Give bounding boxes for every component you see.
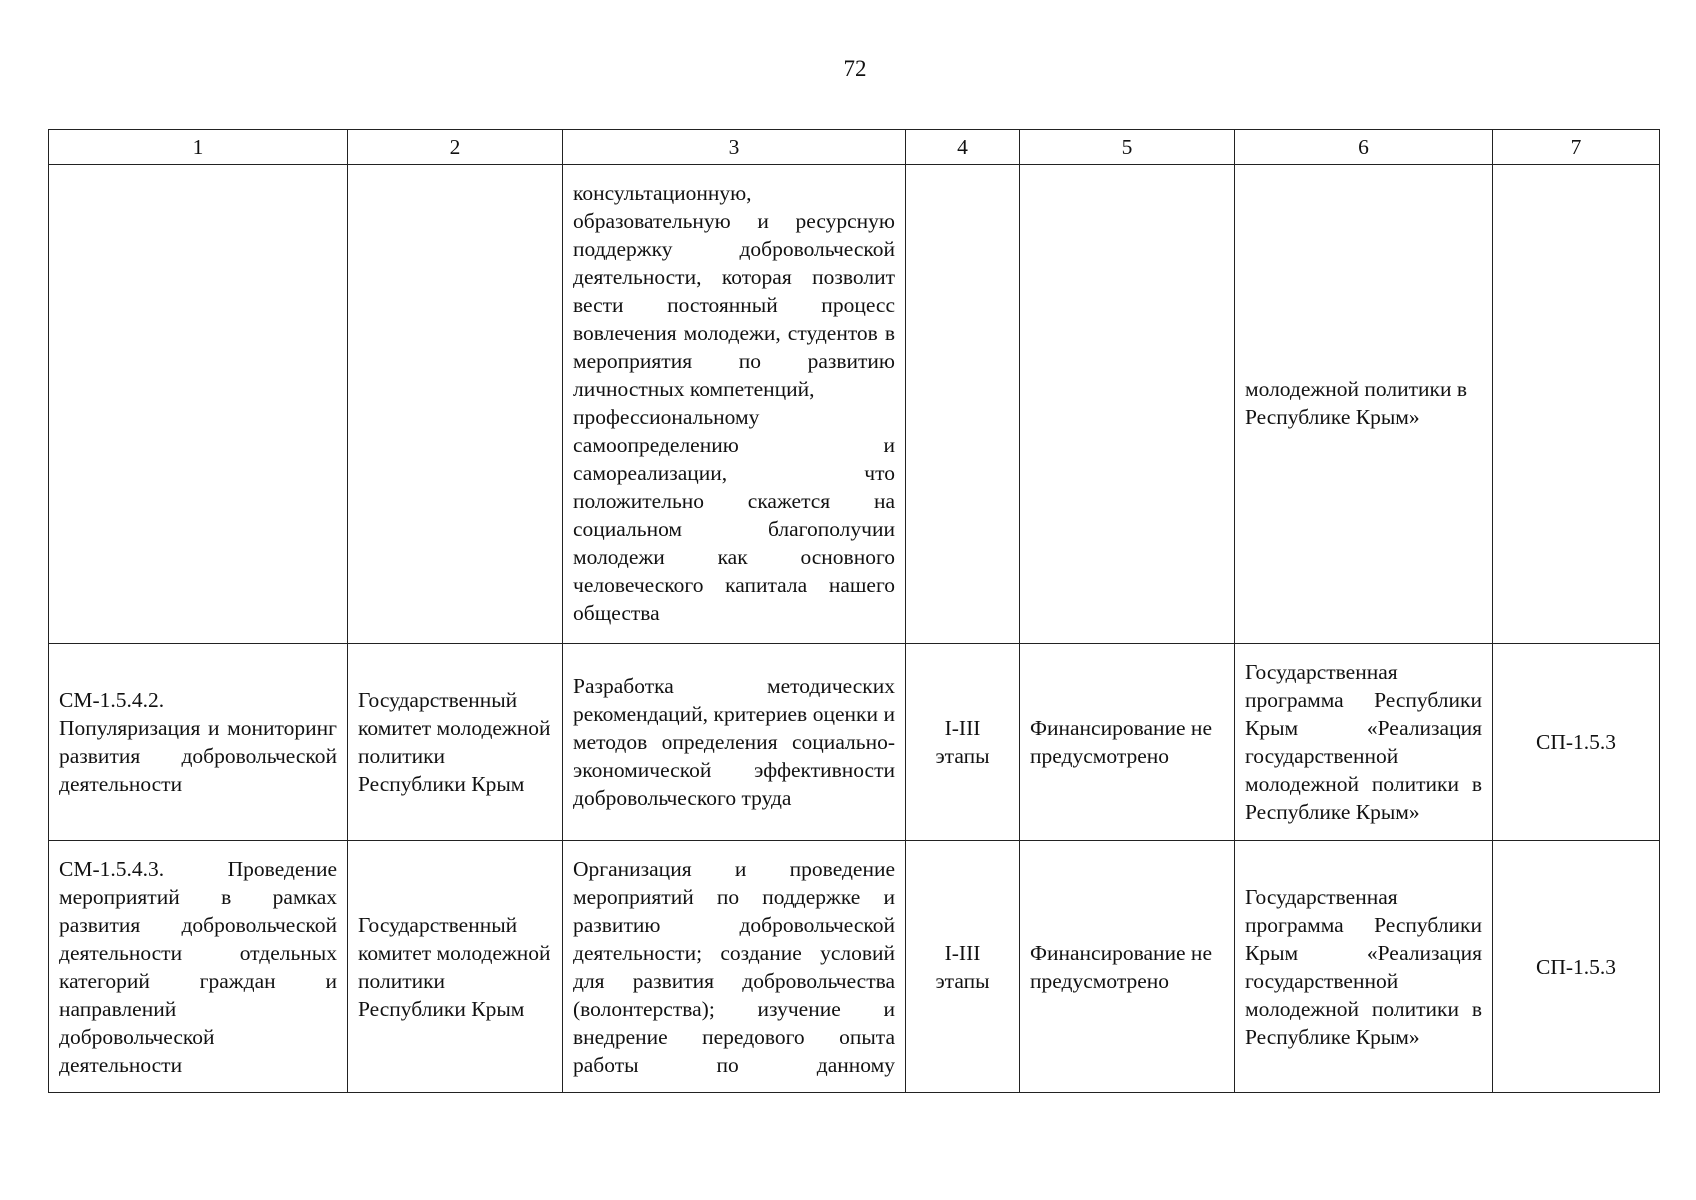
responsible-cell: Государственный комитет молодежной политики Республики Крым	[348, 841, 563, 1093]
description-cell: Разработка методических рекомендаций, критериев оценки и методов определения социально-экономической эффективности добровольческого труда	[563, 644, 906, 841]
col-header-1: 1	[49, 130, 348, 165]
table-row	[49, 165, 1660, 644]
measure-cell: СМ-1.5.4.3. Проведение мероприятий в рамках развития добровольческой деятельности отдельных категорий граждан и направлений добровольческой деятельности	[49, 841, 348, 1093]
measure-cell	[49, 165, 348, 644]
stages-cell: I-III этапы	[906, 644, 1020, 841]
col-header-7: 7	[1493, 130, 1660, 165]
code-cell	[1493, 165, 1660, 644]
funding-cell: Финансирование не предусмотрено	[1020, 644, 1235, 841]
code-cell: СП-1.5.3	[1493, 841, 1660, 1093]
funding-cell: Финансирование не предусмотрено	[1020, 841, 1235, 1093]
stages-cell	[906, 165, 1020, 644]
col-header-5: 5	[1020, 130, 1235, 165]
header-row	[49, 130, 1660, 165]
program-cell: молодежной политики в Республике Крым»	[1235, 165, 1493, 644]
col-header-4: 4	[906, 130, 1020, 165]
col-header-2: 2	[348, 130, 563, 165]
stages-cell: I-III этапы	[906, 841, 1020, 1093]
table-row	[49, 841, 1660, 1093]
responsible-cell: Государственный комитет молодежной политики Республики Крым	[348, 644, 563, 841]
responsible-cell	[348, 165, 563, 644]
col-header-3: 3	[563, 130, 906, 165]
funding-cell	[1020, 165, 1235, 644]
program-cell: Государственная программа Республики Крым «Реализация государственной молодежной политики в Республике Крым»	[1235, 644, 1493, 841]
col-header-6: 6	[1235, 130, 1493, 165]
table-row	[49, 644, 1660, 841]
program-cell: Государственная программа Республики Крым «Реализация государственной молодежной политики в Республике Крым»	[1235, 841, 1493, 1093]
description-cell: консультационную, образовательную и ресурсную поддержку добровольческой деятельности, которая позволит вести постоянный процесс вовлечения молодежи, студентов в мероприятия по развитию личностных компетенций, профессиональному самоопределению и самореализации, что положительно скажется на социальном благополучии молодежи как основного человеческого капитала нашего общества	[563, 165, 906, 644]
measure-cell: СМ-1.5.4.2. Популяризация и мониторинг развития добровольческой деятельности	[49, 644, 348, 841]
code-cell: СП-1.5.3	[1493, 644, 1660, 841]
page-number: 72	[843, 56, 867, 81]
description-cell: Организация и проведение мероприятий по поддержке и развитию добровольческой деятельности; создание условий для развития добровольчества (волонтерства); изучение и внедрение передового опыта работы по данному	[563, 841, 906, 1093]
program-table	[48, 129, 1660, 1093]
